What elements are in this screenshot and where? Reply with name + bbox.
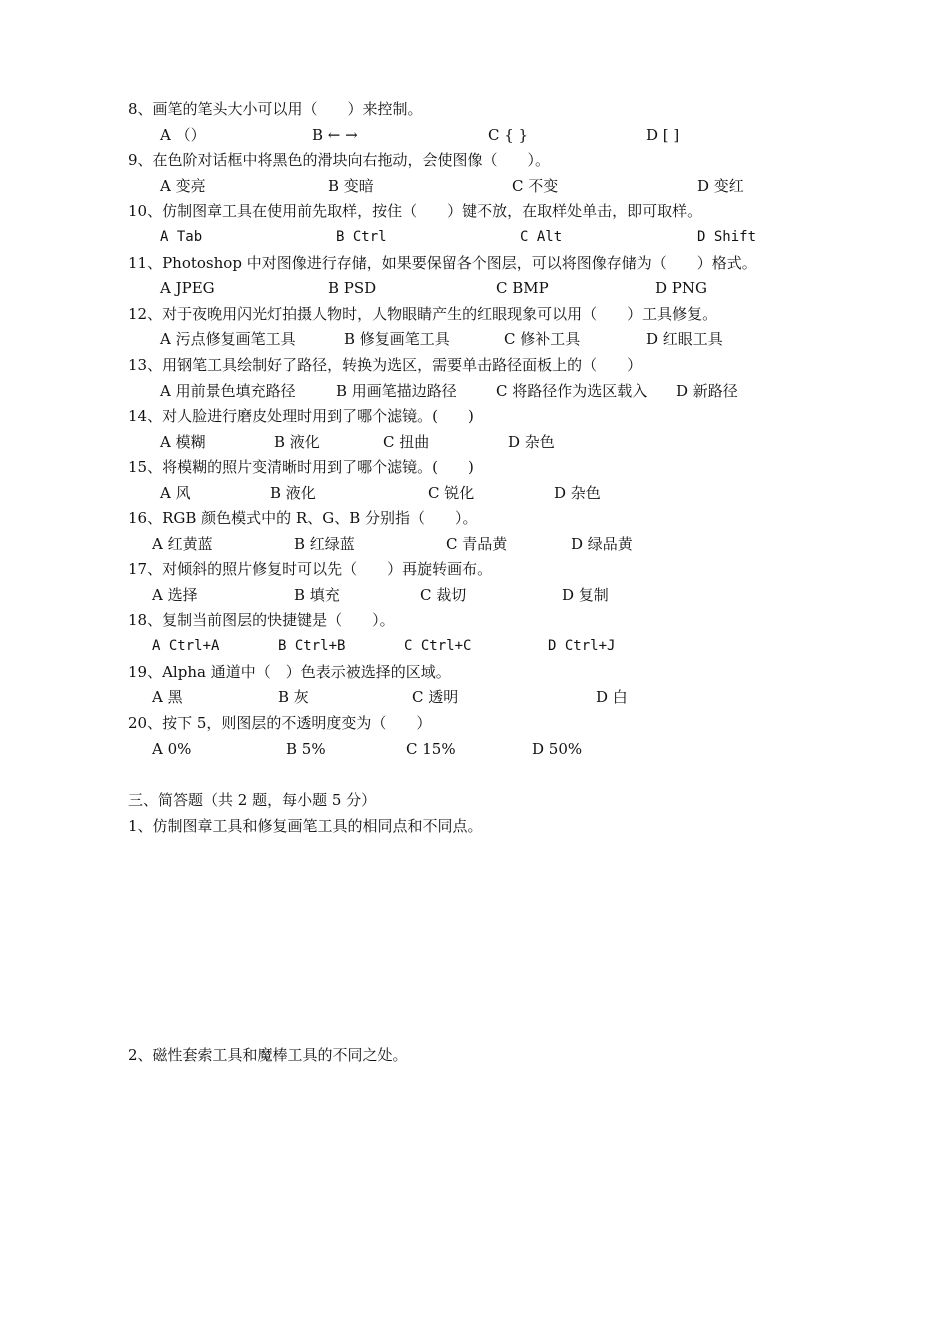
option-b: B Ctrl [336,229,387,245]
question-stem: 13、用钢笔工具绘制好了路径，转换为选区，需要单击路径面板上的（ ） [128,356,643,374]
question-stem: 19、Alpha 通道中（ ）色表示被选择的区域。 [128,663,451,681]
short-answer-question: 1、仿制图章工具和修复画笔工具的相同点和不同点。 [128,817,483,835]
option-c: C 裁切 [420,586,467,604]
option-a: A JPEG [160,279,215,297]
option-b: B ← → [312,126,358,144]
option-d: D 杂色 [554,484,601,502]
question-stem: 9、在色阶对话框中将黑色的滑块向右拖动，会使图像（ ）。 [128,151,551,169]
option-b: B 5% [286,740,326,758]
option-c: C 青品黄 [446,535,508,553]
option-c: C Alt [520,229,563,245]
option-d: D Ctrl+J [548,638,616,654]
option-a: A 0% [152,740,192,758]
option-a: A 污点修复画笔工具 [160,330,296,348]
option-d: D 新路径 [676,382,738,400]
option-d: D 杂色 [508,433,555,451]
question-stem: 10、仿制图章工具在使用前先取样，按住（ ）键不放，在取样处单击，即可取样。 [128,202,703,220]
option-c: C 15% [406,740,456,758]
option-d: D 白 [596,688,628,706]
option-c: C 修补工具 [504,330,581,348]
option-b: B 液化 [274,433,320,451]
option-a: A 模糊 [160,433,206,451]
option-a: A Tab [160,229,203,245]
question-stem: 8、画笔的笔头大小可以用（ ）来控制。 [128,100,423,118]
option-a: A （） [160,126,206,144]
option-b: B 填充 [294,586,340,604]
question-stem: 17、对倾斜的照片修复时可以先（ ）再旋转画布。 [128,560,493,578]
option-a: A 用前景色填充路径 [160,382,296,400]
option-c: C 将路径作为选区载入 [496,382,648,400]
option-d: D Shift [697,229,757,245]
question-stem: 15、将模糊的照片变清晰时用到了哪个滤镜。( ) [128,458,474,476]
question-stem: 20、按下 5，则图层的不透明度变为（ ） [128,714,432,732]
question-stem: 18、复制当前图层的快捷键是（ ）。 [128,611,395,629]
option-d: D PNG [655,279,707,297]
option-c: C { } [488,126,529,144]
question-stem: 14、对人脸进行磨皮处理时用到了哪个滤镜。( ) [128,407,474,425]
option-b: B 灰 [278,688,309,706]
option-c: C 透明 [412,688,459,706]
option-a: A 变亮 [160,177,206,195]
option-a: A 红黄蓝 [152,535,213,553]
section-heading: 三、简答题（共 2 题，每小题 5 分） [128,791,377,809]
option-c: C Ctrl+C [404,638,472,654]
option-c: C 扭曲 [383,433,430,451]
option-a: A 黑 [152,688,183,706]
option-b: B 液化 [270,484,316,502]
short-answer-question: 2、磁性套索工具和魔棒工具的不同之处。 [128,1046,408,1064]
option-d: D 复制 [562,586,609,604]
option-d: D 50% [532,740,583,758]
option-b: B 变暗 [328,177,374,195]
option-b: B Ctrl+B [278,638,346,654]
option-d: D 红眼工具 [646,330,723,348]
option-b: B 用画笔描边路径 [336,382,457,400]
option-d: D [ ] [646,126,680,144]
option-b: B 红绿蓝 [294,535,355,553]
option-c: C 不变 [512,177,559,195]
option-b: B 修复画笔工具 [344,330,450,348]
question-stem: 11、Photoshop 中对图像进行存储，如果要保留各个图层，可以将图像存储为（ ）格式。 [128,254,757,272]
option-a: A 风 [160,484,191,502]
question-stem: 16、RGB 颜色模式中的 R、G、B 分别指（ ）。 [128,509,478,527]
option-d: D 绿品黄 [571,535,633,553]
option-c: C 锐化 [428,484,475,502]
option-b: B PSD [328,279,377,297]
option-d: D 变红 [697,177,744,195]
question-stem: 12、对于夜晚用闪光灯拍摄人物时，人物眼睛产生的红眼现象可以用（ ）工具修复。 [128,305,718,323]
option-a: A Ctrl+A [152,638,220,654]
option-a: A 选择 [152,586,198,604]
option-c: C BMP [496,279,549,297]
